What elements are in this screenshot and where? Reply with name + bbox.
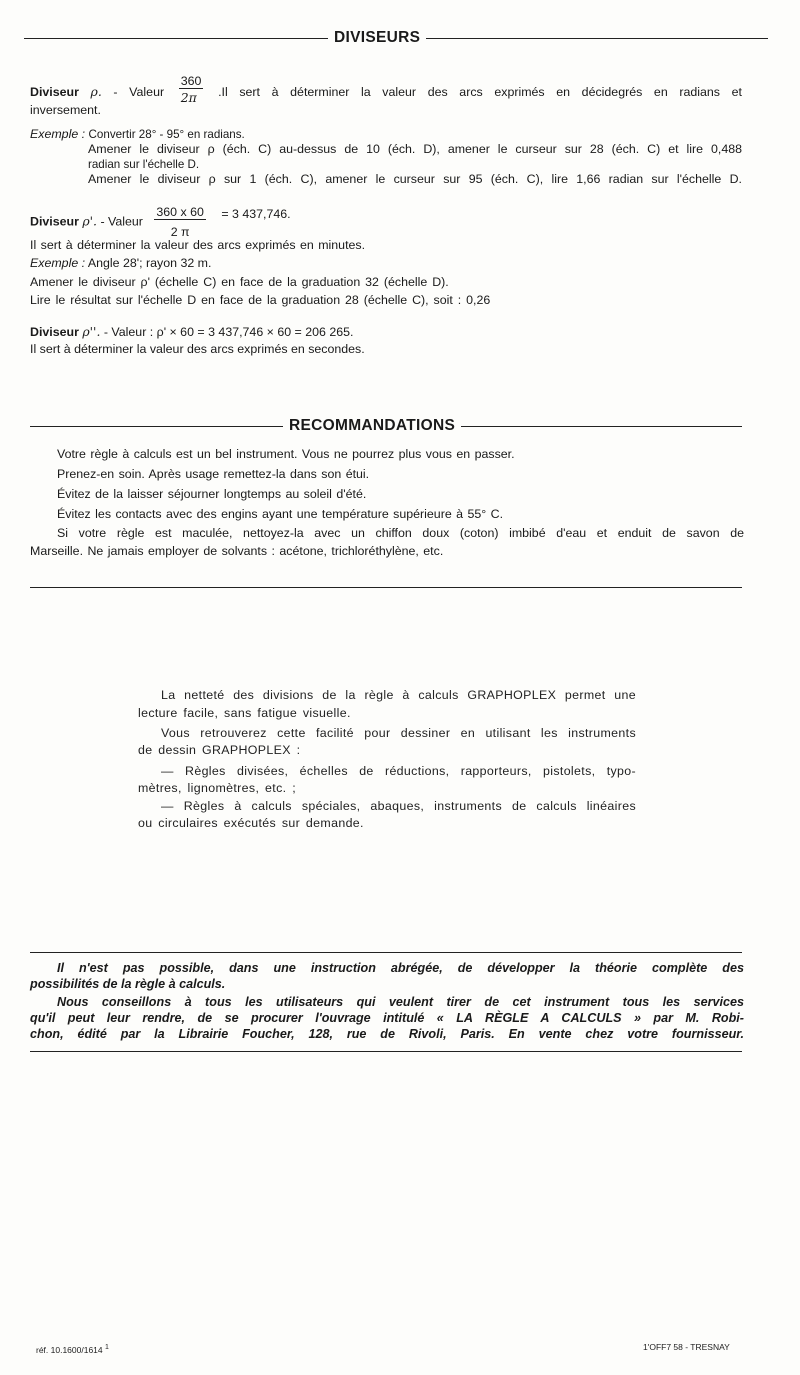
example1-line3: radian sur l'échelle D.	[88, 158, 200, 171]
valeur-label: - Valeur	[113, 84, 165, 99]
divider-line	[30, 587, 742, 588]
example-label: Exemple :	[30, 127, 86, 141]
rho-second-description: Il sert à déterminer la valeur des arcs exprimés en secondes.	[30, 342, 365, 356]
fraction-rho	[179, 74, 204, 105]
reference-sup: 1	[105, 1344, 109, 1351]
graphoplex-p4-line2: ou circulaires exécutés sur demande.	[138, 816, 364, 830]
graphoplex-p2-line1: Vous retrouverez cette facilité pour dessiner en utilisant les instruments	[161, 726, 636, 740]
fraction-rho-prime	[154, 205, 206, 239]
recommandation-line: Votre règle à calculs est un bel instrument. Vous ne pourrez plus vous en passer.	[57, 447, 515, 461]
graphoplex-p4-line1: — Règles à calculs spéciales, abaques, instruments de calculs linéaires	[161, 799, 636, 813]
notice-p1-line2: possibilités de la règle à calculs.	[30, 977, 226, 991]
rho-description: .Il sert à déterminer la valeur des arcs exprimés en décidegrés en radians et	[218, 84, 742, 99]
divider-line	[30, 952, 742, 953]
rho-description-cont: inversement.	[30, 103, 101, 117]
rho-prime-symbol: ρ'.	[82, 213, 97, 229]
recommandation-line: Prenez-en soin. Après usage remettez-la dans son étui.	[57, 467, 370, 481]
graphoplex-p3-line1: — Règles divisées, échelles de réductions, rapporteurs, pistolets, typo-	[161, 764, 636, 778]
notice-p1-line1: Il n'est pas possible, dans une instruction abrégée, de développer la théorie complète des	[57, 961, 744, 975]
graphoplex-p1-line1: La netteté des divisions de la règle à calculs GRAPHOPLEX permet une	[161, 688, 636, 702]
fraction-numerator: 360 x 60	[156, 205, 204, 219]
graphoplex-p2-line2: de dessin GRAPHOPLEX :	[138, 743, 301, 757]
section-title-recommandations: RECOMMANDATIONS	[283, 417, 461, 435]
rho-second-formula: - Valeur : ρ' × 60 = 3 437,746 × 60 = 206 265.	[103, 325, 354, 339]
example2	[30, 256, 211, 271]
example2-line3: Amener le diviseur ρ' (échelle C) en face de la graduation 32 (échelle D).	[30, 275, 449, 289]
diviseur-rho-paragraph	[30, 74, 742, 105]
diviseur-rho-prime-formula	[30, 205, 291, 239]
example-label: Exemple :	[30, 256, 86, 270]
notice-p2-line2: qu'il peut leur rendre, de se procurer l'ouvrage intitulé « LA RÈGLE A CALCULS » par M. Robi-	[30, 1011, 744, 1025]
recommandation-line: Évitez de la laisser séjourner longtemps au soleil d'été.	[57, 487, 367, 501]
example2-line4: Lire le résultat sur l'échelle D en face de la graduation 28 (échelle C), soit : 0,26	[30, 293, 491, 307]
valeur-label: - Valeur	[100, 214, 143, 229]
printer-mark: 1'OFF7 58 - TRESNAY	[643, 1342, 730, 1352]
example1-line2: Amener le diviseur ρ (éch. C) au-dessus de 10 (éch. D), amener le curseur sur 28 (éch. C) et lire 0,488	[88, 142, 742, 156]
notice-p2-line1: Nous conseillons à tous les utilisateurs qui veulent tirer de cet instrument tous les services	[57, 995, 744, 1009]
diviseur-label: Diviseur	[30, 214, 79, 229]
example1-line4: Amener le diviseur ρ sur 1 (éch. C), amener le curseur sur 95 (éch. C), lire 1,66 radian sur l'échelle D.	[88, 172, 742, 186]
fraction-denominator: 2π	[180, 90, 197, 105]
rho-prime-result: = 3 437,746.	[221, 207, 291, 221]
notice-p2-line3: chon, édité par la Librairie Foucher, 128, rue de Rivoli, Paris. En vente chez votre fournisseur.	[30, 1027, 744, 1041]
graphoplex-p3-line2: mètres, lignomètres, etc. ;	[138, 781, 296, 795]
diviseur-rho-second	[30, 324, 353, 340]
diviseur-label: Diviseur	[30, 325, 79, 339]
rho-symbol: ρ.	[90, 83, 102, 99]
diviseur-label: Diviseur	[30, 84, 79, 99]
graphoplex-p1-line2: lecture facile, sans fatigue visuelle.	[138, 706, 351, 720]
rho-prime-description: Il sert à déterminer la valeur des arcs exprimés en minutes.	[30, 238, 366, 252]
example-text: Convertir 28° - 95° en radians.	[88, 128, 245, 141]
fraction-denominator: 2 π	[170, 225, 190, 239]
example1-title	[30, 127, 245, 142]
rho-second-symbol: ρ''.	[82, 324, 101, 339]
reference-number	[36, 1340, 109, 1358]
recommandation-cleaning-cont: Marseille. Ne jamais employer de solvants : acétone, trichloréthylène, etc.	[30, 544, 444, 558]
recommandation-line: Évitez les contacts avec des engins ayant une température supérieure à 55° C.	[57, 507, 504, 521]
section-title-diviseurs: DIVISEURS	[328, 29, 426, 47]
example-text: Angle 28'; rayon 32 m.	[87, 256, 212, 270]
recommandation-cleaning: Si votre règle est maculée, nettoyez-la avec un chiffon doux (coton) imbibé d'eau et enduit de savon de	[57, 526, 744, 540]
divider-line	[30, 1051, 742, 1052]
reference-text: réf. 10.1600/1614	[36, 1344, 103, 1355]
fraction-numerator: 360	[180, 74, 202, 88]
